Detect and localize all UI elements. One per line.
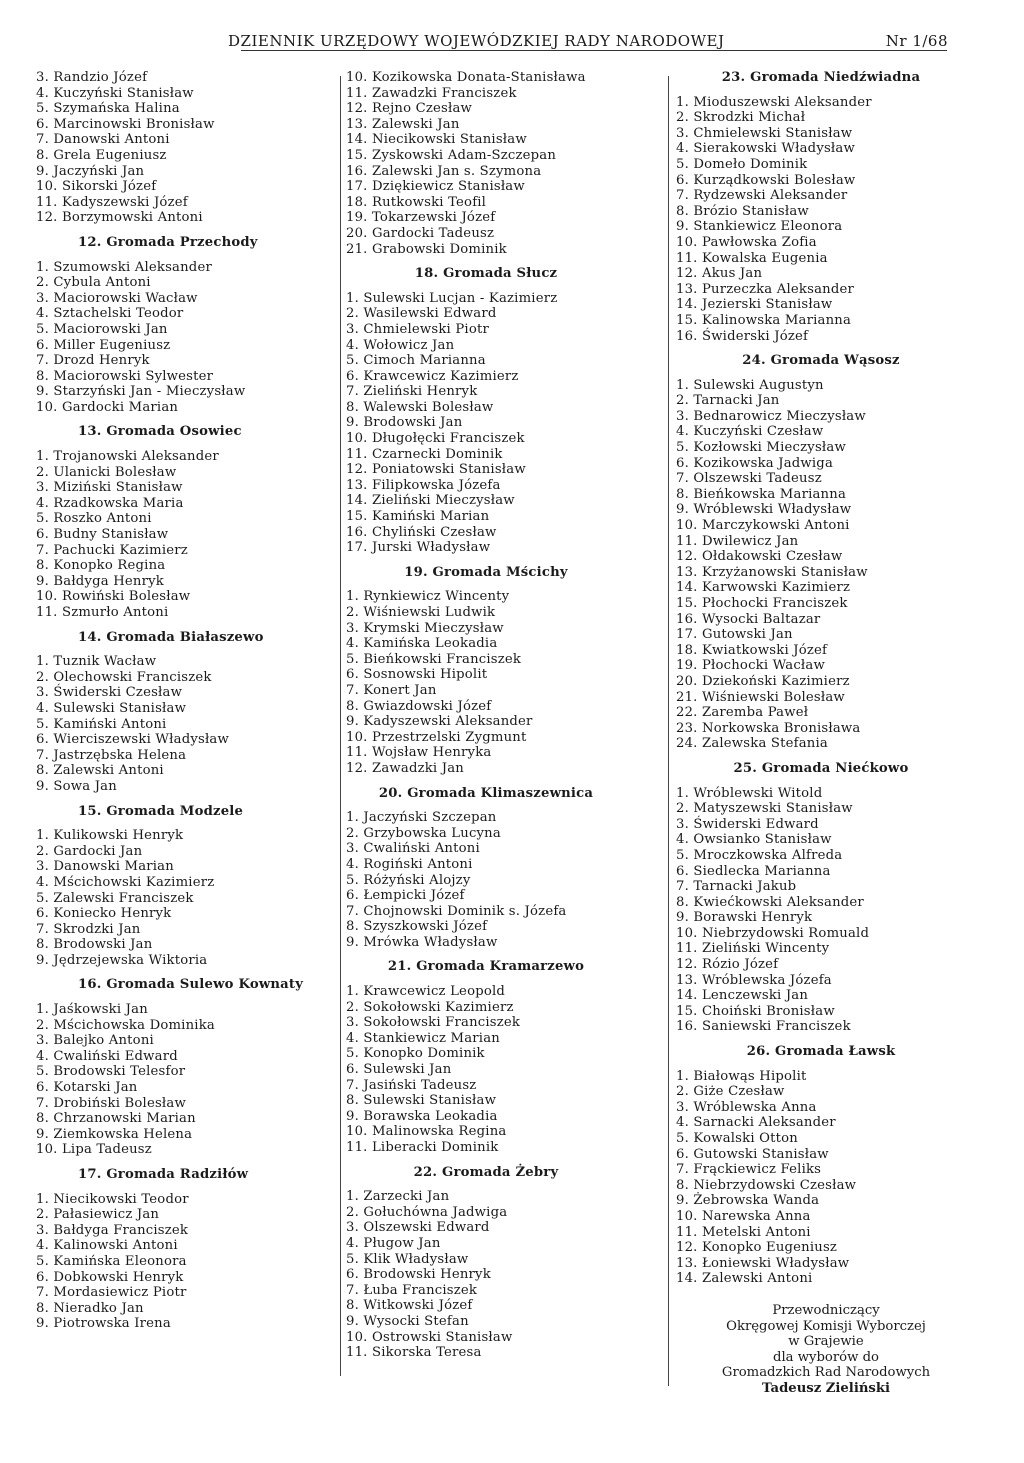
signature-line: dla wyborów do [773, 1349, 879, 1365]
member-entry: 3. Maciorowski Wacław [36, 290, 198, 306]
member-entry: 3. Wróblewska Anna [676, 1099, 817, 1115]
member-entry: 11. Szmurło Antoni [36, 605, 169, 620]
member-entry: 21. Grabowski Dominik [346, 241, 507, 257]
member-entry: 5. Roszko Antoni [36, 511, 152, 527]
member-entry: 1. Jaczyński Szczepan [346, 810, 497, 826]
member-entry: 10. Pawłowska Zofia [676, 234, 817, 250]
member-entry: 13. Łoniewski Władysław [676, 1255, 850, 1271]
member-entry: 3. Świderski Edward [676, 816, 819, 832]
group-heading: 24. Gromada Wąsosz [742, 353, 900, 369]
group-heading: 16. Gromada Sulewo Kownaty [78, 977, 304, 993]
member-entry: 22. Zaremba Paweł [676, 705, 809, 721]
member-entry: 16. Świderski Józef [676, 328, 809, 344]
member-entry: 4. Owsianko Stanisław [676, 832, 832, 848]
member-entry: 4. Wołowicz Jan [346, 337, 455, 353]
member-entry: 16. Zalewski Jan s. Szymona [346, 163, 542, 179]
member-entry: 3. Olszewski Edward [346, 1220, 490, 1236]
member-entry: 10. Przestrzelski Zygmunt [346, 729, 527, 745]
member-entry: 7. Rydzewski Aleksander [676, 188, 848, 204]
member-entry: 9. Piotrowska Irena [36, 1316, 171, 1332]
member-entry: 3. Krymski Mieczysław [346, 620, 504, 636]
member-entry: 3. Miziński Stanisław [36, 480, 183, 496]
member-entry: 3. Sokołowski Franciszek [346, 1015, 521, 1031]
member-entry: 9. Borawska Leokadia [346, 1108, 498, 1124]
member-entry: 4. Kalinowski Antoni [36, 1238, 178, 1254]
member-entry: 2. Wiśniewski Ludwik [346, 605, 496, 620]
header-number: Nr 1/68 [885, 32, 948, 50]
member-entry: 5. Cimoch Marianna [346, 353, 486, 369]
member-entry: 8. Zalewski Antoni [36, 763, 164, 779]
member-entry: 1. Rynkiewicz Wincenty [346, 589, 510, 605]
member-entry: 10. Lipa Tadeusz [36, 1142, 152, 1158]
column-divider-left [340, 76, 341, 1376]
member-entry: 14. Niecikowski Stanisław [346, 132, 527, 148]
member-entry: 13. Wróblewska Józefa [676, 972, 832, 988]
member-entry: 20. Gardocki Tadeusz [346, 225, 495, 241]
member-entry: 3. Danowski Marian [36, 859, 174, 875]
member-entry: 3. Balejko Antoni [36, 1033, 154, 1049]
member-entry: 6. Koniecko Henryk [36, 906, 172, 922]
member-entry: 10. Gardocki Marian [36, 399, 179, 415]
group-heading: 18. Gromada Słucz [414, 266, 558, 282]
member-entry: 3. Cwaliński Antoni [346, 841, 480, 857]
member-entry: 7. Konert Jan [346, 682, 437, 698]
member-entry: 6. Gutowski Stanisław [676, 1146, 829, 1162]
member-entry: 5. Bieńkowski Franciszek [346, 651, 522, 667]
group-heading: 14. Gromada Białaszewo [78, 629, 264, 645]
member-entry: 12. Zawadzki Jan [346, 760, 464, 776]
member-entry: 11. Metelski Antoni [676, 1224, 811, 1240]
member-entry: 2. Olechowski Franciszek [36, 669, 212, 685]
member-entry: 14. Zieliński Mieczysław [346, 493, 515, 509]
group-heading: 23. Gromada Niedźwiadna [721, 70, 921, 85]
member-entry: 5. Domeło Dominik [676, 156, 808, 172]
member-entry: 11. Kowalska Eugenia [676, 250, 828, 266]
member-entry: 15. Płochocki Franciszek [676, 596, 848, 611]
member-entry: 12. Borzymowski Antoni [36, 210, 203, 226]
member-entry: 3. Bednarowicz Mieczysław [676, 408, 866, 424]
member-entry: 8. Gwiazdowski Józef [346, 698, 492, 714]
group-heading: 13. Gromada Osowiec [78, 424, 242, 440]
member-entry: 2. Giże Czesław [676, 1084, 785, 1100]
member-entry: 8. Nieradko Jan [36, 1300, 144, 1316]
member-entry: 2. Tarnacki Jan [676, 393, 780, 409]
signature-line: Okręgowej Komisji Wyborczej [726, 1318, 926, 1334]
member-entry: 15. Kalinowska Marianna [676, 312, 852, 328]
signature-line: Gromadzkich Rad Narodowych [721, 1365, 931, 1381]
member-entry: 8. Grela Eugeniusz [36, 147, 167, 163]
group-heading: 17. Gromada Radziłów [78, 1167, 249, 1182]
member-entry: 1. Niecikowski Teodor [36, 1191, 189, 1207]
member-entry: 19. Płochocki Wacław [676, 658, 825, 674]
member-entry: 4. Sierakowski Władysław [676, 141, 855, 157]
member-entry: 4. Pługow Jan [346, 1235, 441, 1251]
member-entry: 4. Mścichowski Kazimierz [36, 874, 215, 890]
member-entry: 1. Mioduszewski Aleksander [676, 94, 872, 110]
signature-line: Przewodniczący [772, 1302, 880, 1318]
member-entry: 7. Skrodzki Jan [36, 921, 141, 937]
member-entry: 8. Bieńkowska Marianna [676, 486, 847, 502]
member-entry: 8. Konopko Regina [36, 558, 166, 574]
member-entry: 13. Krzyżanowski Stanisław [676, 564, 868, 580]
member-entry: 8. Szyszkowski Józef [346, 919, 488, 935]
member-entry: 3. Chmielewski Piotr [346, 321, 489, 337]
member-entry: 7. Drozd Henryk [36, 353, 150, 369]
group-heading: 15. Gromada Modzele [78, 803, 244, 819]
member-entry: 4. Rogiński Antoni [346, 856, 473, 872]
member-entry: 12. Poniatowski Stanisław [346, 462, 526, 478]
member-entry: 2. Cybula Antoni [36, 275, 151, 291]
member-entry: 1. Wróblewski Witold [676, 785, 823, 801]
member-entry: 6. Łempicki Józef [346, 888, 465, 904]
member-entry: 9. Wróblewski Władysław [676, 502, 852, 518]
member-entry: 1. Szumowski Aleksander [36, 259, 212, 275]
member-entry: 10. Sikorski Józef [36, 179, 157, 195]
group-heading: 25. Gromada Niećkowo [733, 760, 909, 776]
member-entry: 3. Bałdyga Franciszek [36, 1222, 189, 1238]
member-entry: 9. Ziemkowska Helena [36, 1126, 193, 1142]
member-entry: 6. Krawcewicz Kazimierz [346, 368, 519, 384]
column-middle [346, 70, 656, 1361]
member-entry: 8. Witkowski Józef [346, 1298, 473, 1314]
member-entry: 9. Sowa Jan [36, 778, 117, 794]
member-entry: 8. Sulewski Stanisław [346, 1093, 497, 1109]
member-entry: 24. Zalewska Stefania [676, 736, 828, 752]
member-entry: 1. Kulikowski Henryk [36, 828, 184, 844]
member-entry: 16. Chyliński Czesław [346, 524, 497, 540]
column-divider-right [668, 76, 669, 1386]
member-entry: 10. Malinowska Regina [346, 1124, 507, 1140]
member-entry: 15. Zyskowski Adam-Szczepan [346, 147, 557, 163]
member-entry: 9. Kadyszewski Aleksander [346, 714, 533, 730]
member-entry: 11. Sikorska Teresa [346, 1345, 482, 1361]
header-rule [241, 50, 947, 51]
member-entry: 2. Grzybowska Lucyna [346, 825, 501, 841]
member-entry: 10. Ostrowski Stanisław [346, 1329, 513, 1345]
member-entry: 9. Wysocki Stefan [346, 1313, 469, 1329]
member-entry: 14. Karwowski Kazimierz [676, 580, 851, 596]
member-entry: 5. Mroczkowska Alfreda [676, 847, 843, 863]
member-entry: 7. Drobiński Bolesław [36, 1095, 186, 1111]
member-entry: 3. Randzio Józef [36, 70, 148, 85]
member-entry: 7. Danowski Antoni [36, 132, 170, 148]
member-entry: 7. Pachucki Kazimierz [36, 542, 188, 558]
member-entry: 11. Kadyszewski Józef [36, 194, 188, 210]
member-entry: 2. Skrodzki Michał [676, 110, 806, 126]
member-entry: 18. Kwiatkowski Józef [676, 642, 828, 658]
member-entry: 11. Zieliński Wincenty [676, 941, 830, 957]
member-entry: 5. Kowalski Otton [676, 1131, 798, 1146]
member-entry: 4. Sulewski Stanisław [36, 700, 187, 716]
member-entry: 10. Niebrzydowski Romuald [676, 925, 870, 941]
member-entry: 7. Chojnowski Dominik s. Józefa [346, 903, 567, 919]
member-entry: 2. Wasilewski Edward [346, 306, 497, 322]
member-entry: 5. Różyński Alojzy [346, 872, 471, 888]
member-entry: 4. Kuczyński Stanisław [36, 85, 194, 101]
member-entry: 8. Walewski Bolesław [346, 399, 494, 415]
signature-block [676, 1303, 1006, 1397]
member-entry: 7. Frąckiewicz Feliks [676, 1162, 822, 1178]
member-entry: 4. Sarnacki Aleksander [676, 1115, 836, 1131]
member-entry: 15. Choiński Bronisław [676, 1003, 835, 1019]
member-entry: 8. Brodowski Jan [36, 937, 153, 953]
column-left [36, 70, 336, 1332]
member-entry: 14. Zalewski Antoni [676, 1271, 813, 1287]
group-heading: 20. Gromada Klimaszewnica [378, 785, 594, 801]
member-entry: 3. Chmielewski Stanisław [676, 125, 853, 141]
member-entry: 6. Sulewski Jan [346, 1062, 452, 1078]
member-entry: 1. Sulewski Augustyn [676, 377, 824, 393]
member-entry: 4. Stankiewicz Marian [346, 1030, 500, 1046]
member-entry: 6. Kozikowska Jadwiga [676, 455, 834, 471]
member-entry: 5. Klik Władysław [346, 1251, 469, 1267]
member-entry: 1. Trojanowski Aleksander [36, 449, 219, 465]
member-entry: 14. Jezierski Stanisław [676, 297, 833, 313]
member-entry: 11. Dwilewicz Jan [676, 533, 799, 549]
member-entry: 5. Kozłowski Mieczysław [676, 440, 846, 456]
member-entry: 9. Żebrowska Wanda [676, 1193, 820, 1209]
group-heading: 26. Gromada Ławsk [746, 1044, 896, 1060]
member-entry: 10. Kozikowska Donata-Stanisława [346, 70, 586, 85]
member-entry: 4. Cwaliński Edward [36, 1048, 178, 1064]
member-entry: 12. Rózio Józef [676, 957, 779, 973]
member-entry: 6. Sosnowski Hipolit [346, 667, 488, 683]
member-entry: 9. Starzyński Jan - Mieczysław [36, 384, 246, 400]
member-entry: 5. Kamińska Eleonora [36, 1253, 187, 1269]
member-entry: 8. Kwiećkowski Aleksander [676, 894, 864, 910]
member-entry: 6. Kurządkowski Bolesław [676, 172, 856, 188]
member-entry: 5. Kamiński Antoni [36, 716, 167, 732]
member-entry: 6. Budny Stanisław [36, 527, 169, 543]
member-entry: 17. Jurski Władysław [346, 540, 491, 556]
member-entry: 4. Kamińska Leokadia [346, 636, 498, 652]
member-entry: 8. Brózio Stanisław [676, 203, 809, 219]
group-heading: 21. Gromada Kramarzewo [387, 959, 585, 975]
group-heading: 19. Gromada Mścichy [404, 564, 568, 580]
member-entry: 1. Krawcewicz Leopold [346, 984, 506, 1000]
member-entry: 2. Mścichowska Dominika [36, 1017, 215, 1033]
member-entry: 3. Świderski Czesław [36, 685, 183, 701]
member-entry: 9. Mrówka Władysław [346, 934, 498, 950]
member-entry: 7. Mordasiewicz Piotr [36, 1285, 187, 1301]
member-entry: 10. Narewska Anna [676, 1208, 811, 1224]
member-entry: 9. Brodowski Jan [346, 415, 463, 431]
member-entry: 23. Norkowska Bronisława [676, 720, 861, 736]
member-entry: 17. Gutowski Jan [676, 627, 793, 643]
member-entry: 2. Pałasiewicz Jan [36, 1207, 160, 1223]
member-entry: 7. Olszewski Tadeusz [676, 471, 822, 487]
page-header [228, 32, 948, 50]
member-entry: 7. Tarnacki Jakub [676, 879, 797, 895]
member-entry: 7. Łuba Franciszek [346, 1282, 478, 1298]
member-entry: 7. Zieliński Henryk [346, 384, 478, 400]
member-entry: 4. Rzadkowska Maria [36, 495, 184, 511]
column-right [676, 70, 1006, 1397]
member-entry: 1. Tuznik Wacław [36, 654, 157, 670]
member-entry: 18. Rutkowski Teofil [346, 194, 487, 210]
member-entry: 11. Czarnecki Dominik [346, 446, 503, 462]
member-entry: 1. Sulewski Lucjan - Kazimierz [346, 290, 558, 306]
member-entry: 13. Filipkowska Józefa [346, 477, 501, 493]
member-entry: 15. Kamiński Marian [346, 509, 490, 525]
member-entry: 1. Jaśkowski Jan [36, 1002, 148, 1018]
member-entry: 1. Białowąs Hipolit [676, 1068, 807, 1084]
member-entry: 5. Zalewski Franciszek [36, 890, 194, 906]
signature-line: w Grajewie [788, 1334, 864, 1350]
header-title: DZIENNIK URZĘDOWY WOJEWÓDZKIEJ RADY NARODOWEJ [228, 32, 725, 50]
member-entry: 8. Maciorowski Sylwester [36, 368, 214, 384]
member-entry: 19. Tokarzewski Józef [346, 210, 496, 226]
member-entry: 4. Sztachelski Teodor [36, 306, 184, 322]
member-entry: 13. Purzeczka Aleksander [676, 281, 854, 297]
signatory-name: Tadeusz Zieliński [761, 1380, 890, 1396]
member-entry: 9. Borawski Henryk [676, 910, 813, 926]
member-entry: 9. Jaczyński Jan [36, 163, 145, 179]
member-entry: 17. Dziękiewicz Stanisław [346, 179, 525, 195]
member-entry: 5. Szymańska Halina [36, 101, 180, 117]
member-entry: 6. Brodowski Henryk [346, 1267, 491, 1283]
member-entry: 2. Matyszewski Stanisław [676, 801, 853, 817]
member-entry: 20. Dziekoński Kazimierz [676, 673, 850, 689]
member-entry: 9. Bałdyga Henryk [36, 573, 164, 589]
member-entry: 6. Miller Eugeniusz [36, 337, 171, 353]
member-entry: 10. Długołęcki Franciszek [346, 431, 525, 447]
member-entry: 10. Rowiński Bolesław [36, 589, 191, 605]
member-entry: 16. Saniewski Franciszek [676, 1019, 851, 1035]
member-entry: 6. Dobkowski Henryk [36, 1269, 184, 1285]
member-entry: 6. Marcinowski Bronisław [36, 116, 215, 132]
member-entry: 5. Maciorowski Jan [36, 321, 168, 337]
member-entry: 21. Wiśniewski Bolesław [676, 689, 845, 705]
member-entry: 1. Zarzecki Jan [346, 1189, 450, 1205]
member-entry: 12. Akus Jan [676, 266, 763, 282]
member-entry: 9. Jędrzejewska Wiktoria [36, 952, 208, 968]
member-entry: 11. Wojsław Henryka [346, 745, 492, 761]
member-entry: 2. Gardocki Jan [36, 843, 143, 859]
member-entry: 7. Jastrzębska Helena [36, 747, 187, 763]
member-entry: 7. Jasiński Tadeusz [346, 1077, 477, 1093]
member-entry: 10. Marczykowski Antoni [676, 518, 850, 534]
member-entry: 11. Zawadzki Franciszek [346, 85, 517, 101]
member-entry: 12. Rejno Czesław [346, 101, 473, 117]
member-entry: 8. Chrzanowski Marian [36, 1111, 196, 1127]
member-entry: 5. Konopko Dominik [346, 1046, 485, 1062]
member-entry: 13. Zalewski Jan [346, 116, 460, 132]
member-entry: 2. Sokołowski Kazimierz [346, 999, 514, 1015]
member-entry: 5. Brodowski Telesfor [36, 1064, 186, 1080]
member-entry: 8. Niebrzydowski Czesław [676, 1177, 857, 1193]
member-entry: 12. Konopko Eugeniusz [676, 1240, 838, 1256]
group-heading: 12. Gromada Przechody [78, 234, 258, 250]
member-entry: 2. Gołuchówna Jadwiga [346, 1204, 508, 1220]
member-entry: 4. Kuczyński Czesław [676, 424, 824, 440]
member-entry: 2. Ulanicki Bolesław [36, 464, 177, 480]
group-heading: 22. Gromada Żebry [413, 1164, 559, 1180]
member-entry: 12. Ołdakowski Czesław [676, 549, 843, 565]
member-entry: 6. Wierciszewski Władysław [36, 732, 229, 748]
member-entry: 11. Liberacki Dominik [346, 1140, 499, 1155]
member-entry: 6. Kotarski Jan [36, 1080, 138, 1096]
member-entry: 6. Siedlecka Marianna [676, 863, 831, 879]
member-entry: 9. Stankiewicz Eleonora [676, 219, 843, 235]
member-entry: 14. Lenczewski Jan [676, 988, 809, 1004]
member-entry: 16. Wysocki Baltazar [676, 611, 821, 627]
